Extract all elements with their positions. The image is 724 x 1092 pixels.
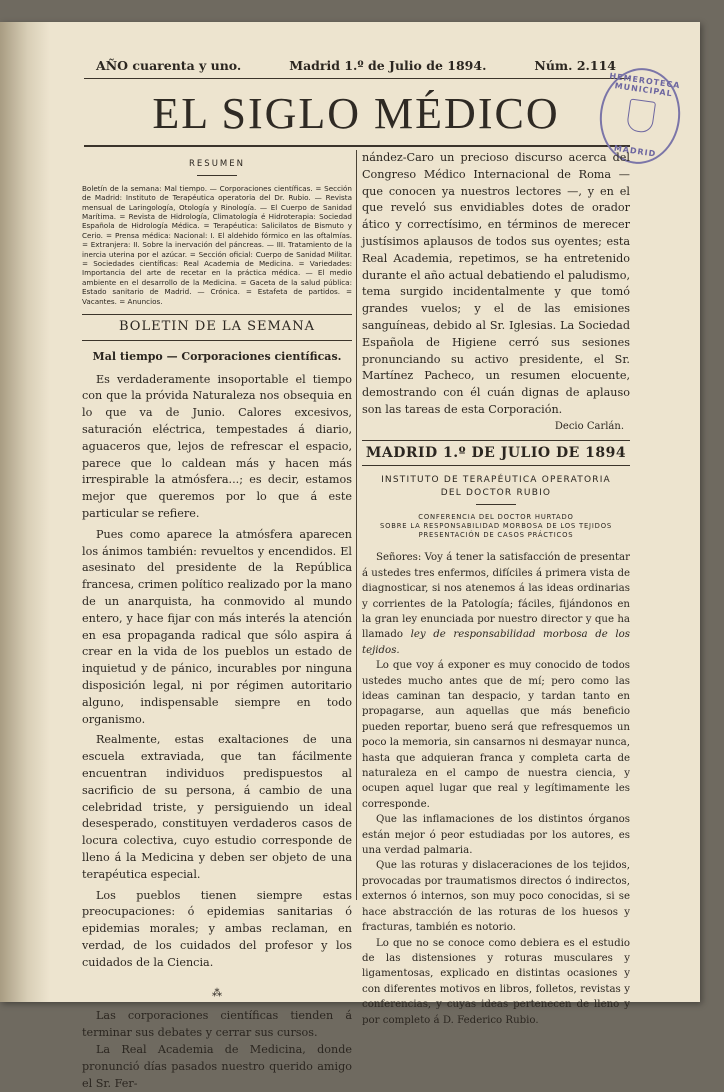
lecture-paragraph: Que las roturas y dislaceraciones de los tejidos, provocadas por traumatismos directos ó indirectos, externos ó internos, son muy poco conocidas, si se hace abstracción de las roturas de los huesos y fracturas, también es notorio. [362,860,630,934]
boletin-top-rule [82,314,352,315]
lecture-paragraph: Que las inflamaciones de los distintos órganos están mejor ó peor estudiadas por los autores, es una verdad palmaria. [362,814,630,857]
issue-number: Núm. 2.114 [534,58,616,73]
conference-line: CONFERENCIA DEL DOCTOR HURTADO [418,513,574,522]
right-column [362,150,630,1028]
conference-heading [362,513,630,540]
boletin-paragraph: Pues como aparece la atmósfera aparecen los ánimos también: revueltos y encendidos. El asesinato del presidente de la República francesa, crimen político realizado por la mano de un anarquista, ha conmovido al mundo entero, y hace fijar con más interés la atención en esa propaganda radical que sólo aspira á crear en la vida de los pueblos un estado de inquietud y de pánico, incurables por ninguna disposición legal, ni por régimen autoritario alguno, indispensable siempre en todo organismo. [82,527,352,726]
boletin-paragraph: Los pueblos tienen siempre estas preocupaciones: ó epidemias sanitarias ó epidemias morales; y ambas reclaman, en verdad, de los cuidados del profesor y los cuidados de la Ciencia. [82,888,352,969]
institute-rule [476,504,516,505]
institute-line: INSTITUTO DE TERAPÉUTICA OPERATORIA [381,475,611,486]
madrid-bottom-rule [362,465,630,466]
summary-title-rule [197,175,237,176]
lecture-paragraph: Lo que no se conoce como debiera es el estudio de las distensiones y roturas musculares y ligamentosas, explicado en distintas ocasiones y con diferentes motivos en libros, folletos, revistas y conferencias, y cuyas ideas pertenecen de lleno y por completo á D. Federico Rubio. [362,937,630,1026]
issue-header [96,58,616,73]
coat-of-arms-icon [626,98,656,133]
section-separator: ⁂ [212,987,222,999]
masthead-title: EL SIGLO MÉDICO [152,89,560,138]
boletin-paragraph: Es verdaderamente insoportable el tiempo con que la próvida Naturaleza nos obsequia en lo que va de Junio. Calores excesivos, saturación eléctrica, tempestades á diario, aguaceros que, lejos de refrescar el espacio, parece que lo caldean más y hacen más irrespirable la atmósfera...; es decir, estamos mejor que queremos por lo que á este particular se refiere. [82,372,352,521]
lecture-paragraph: Lo que voy á exponer es muy conocido de todos ustedes mucho antes que de mí; pero como las ideas caminan tan despacio, y tardan tanto en propagarse, aun aquellas que más beneficio pueden reportar, bueno será que refresquemos un poco la memoria, sin cansarnos ni desmayar nunca, hasta que adquieran franca y completa carta de naturaleza en el campo de nuestra ciencia, y ocupen aquel lugar que real y legítimamente les corresponde. [362,660,630,810]
stamp-bottom-text: MADRID [613,143,657,159]
left-column [82,150,352,1092]
boletin-paragraph: Realmente, estas exaltaciones de una escuela extraviada, que tan fácilmente encuentran individuos predispuestos al sacrificio de su persona, á cambio de una celebridad triste, y persiguiendo un ideal desesperado, constituyen verdaderos casos de locura colectiva, cuyo estudio corresponde de lleno á la Medicina y deben ser objeto de una terapéutica especial. [82,733,352,881]
conference-line: SOBRE LA RESPONSABILIDAD MORBOSA DE LOS TEJIDOS [380,522,612,531]
boletin-paragraph: Las corporaciones científicas tienden á terminar sus debates y cerrar sus cursos. [82,1009,352,1040]
continued-paragraph: nández-Caro un precioso discurso acerca del Congreso Médico Internacional de Roma — que conocen ya nuestros lectores —, y en el que reveló sus envidiables dotes de orador ático y correctísimo, en términos de merecer justísimos aplausos de todos sus oyentes; esta Real Academia, repetimos, se ha entretenido durante el año actual debatiendo el paludismo, tema surgido incidentalmente y que tomó grandes vuelos; y el de las emisiones sanguíneas, debido al Sr. Iglesias. La Sociedad Española de Higiene cerró sus sesiones pronunciando su activo presidente, el Sr. Martínez Pacheco, un resumen elocuente, demostrando con él cuán dignas de aplauso son las tareas de esta Corporación. [362,151,630,416]
lecture-emphasis: ley de responsabilidad morbosa de los tejidos. [362,629,630,656]
institute-line: DEL DOCTOR RUBIO [440,488,552,499]
article-signature: Decio Carlán. [554,420,624,432]
masthead-rule [84,145,630,147]
madrid-section-title: MADRID 1.º DE JULIO DE 1894 [365,444,627,461]
stamp-top-text: HEMEROTECA MUNICIPAL [608,71,681,99]
book-spine-shadow [0,22,50,1002]
boletin-bottom-rule [82,340,352,341]
column-divider [356,150,357,900]
institute-heading [362,474,630,500]
issue-year: AÑO cuarenta y uno. [96,58,242,73]
summary-text: Boletín de la semana: Mal tiempo. — Corporaciones científicas. = Sección de Madrid: Instituto de Terapéutica operatoria del Dr. Rubio. — Revista mensual de Laringología, Otología y Rinología. — El Cuerpo de Sanidad Marítima. = Revista de Hidrología, Climatología é Hidroterapia: Sociedad Española de Hidrología Médica. = Terapéutica: Salicilatos de Bismuto y Cerio. = Prensa médica: Nacional: I. El aldehido fórmico en las oftalmías. = Extranjera: II. Sobre la inervación del páncreas. — III. Tratamiento de la inercia uterina por el azúcar. = Sección oficial: Cuerpo de Sanidad Militar. = Sociedades científicas: Real Academia de Medicina. = Variedades: Importancia del arte de recetar en la práctica médica. — El medio ambiente en el desarrollo de la Medicina. = Gaceta de la salud pública: Estado sanitario de Madrid. — Crónica. = Estafeta de partidos. = Vacantes. = Anuncios. [82,183,352,306]
header-rule [84,78,630,79]
issue-date: Madrid 1.º de Julio de 1894. [289,58,487,73]
boletin-subtitle: Mal tiempo — Corporaciones científicas. [92,349,342,363]
summary-title: RESUMEN [189,159,245,169]
lecture-paragraph [362,550,630,658]
boletin-paragraph: La Real Academia de Medicina, donde pronunció días pasados nuestro querido amigo el Sr. Fer- [82,1042,352,1090]
conference-line: PRESENTACIÓN DE CASOS PRÁCTICOS [418,531,574,540]
lecture-text: Señores: Voy á tener la satisfacción de presentar á ustedes tres enfermos, difíciles á primera vista de diagnosticar, si nos atenemos á las ideas ordinarias y corrientes de la Patología; fáciles, fijándonos en la gran ley enunciada por nuestro director y que ha llamado [362,552,631,641]
madrid-top-rule [362,440,630,441]
boletin-title: BOLETIN DE LA SEMANA [119,319,315,335]
